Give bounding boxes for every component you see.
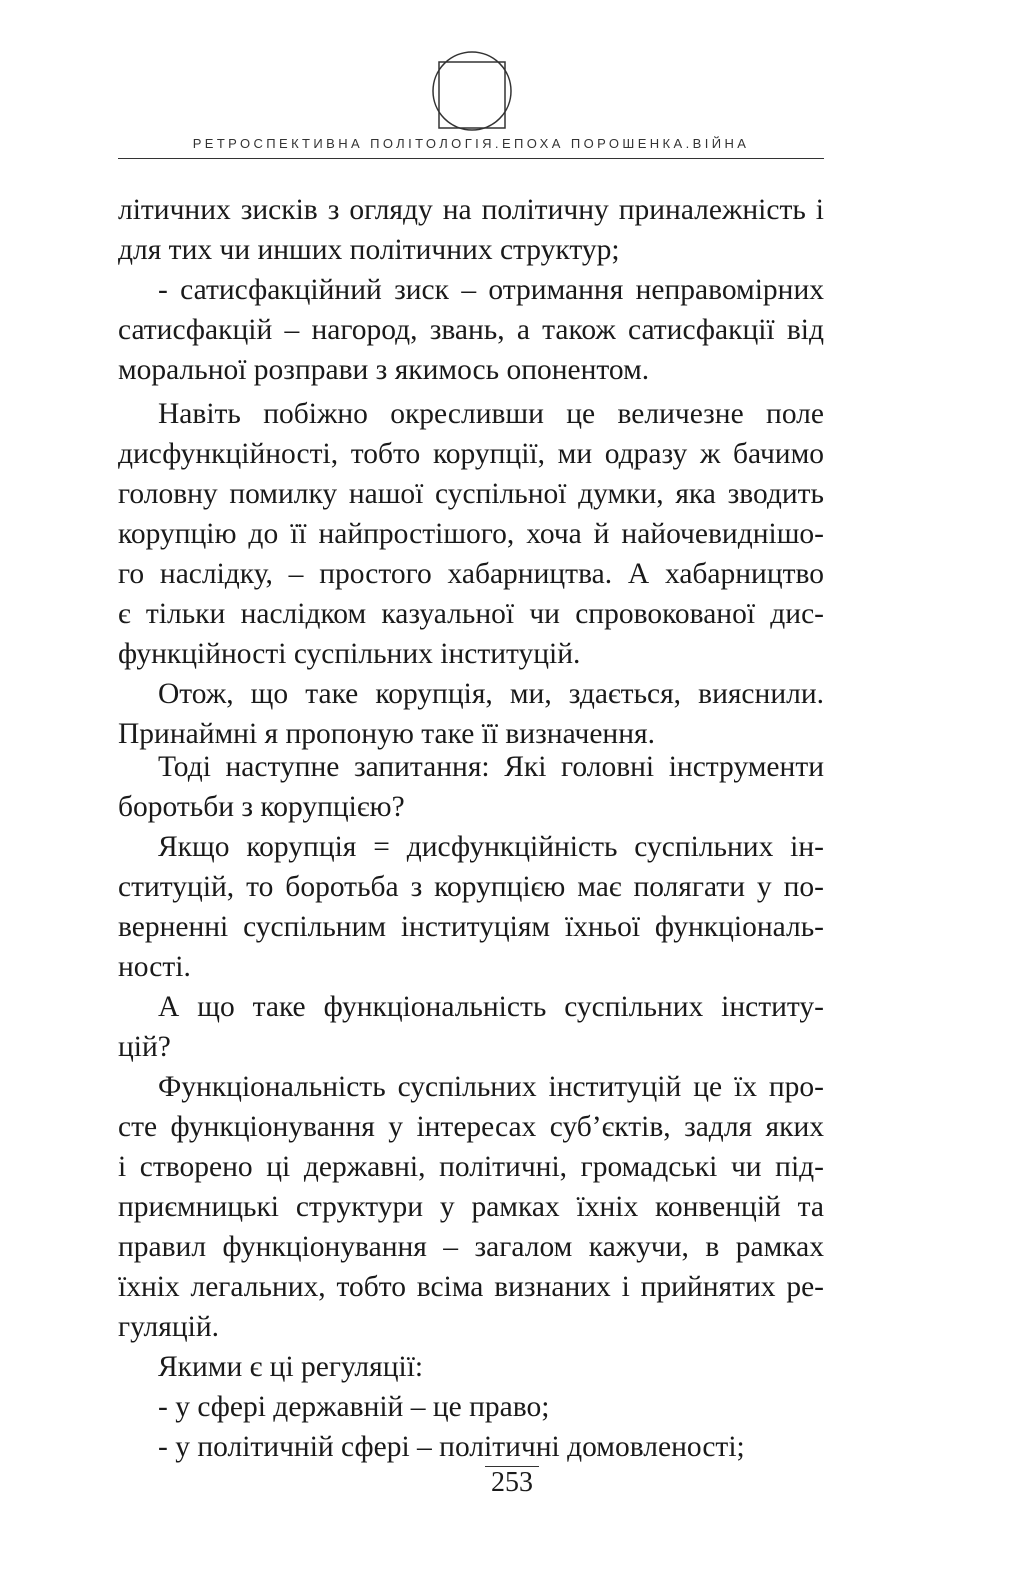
text-line: для тих чи инших політичних структур; [118, 234, 620, 266]
text-line: го наслідку, – простого хабарництва. А хабарництво [118, 558, 824, 590]
text-line: ності. [118, 951, 191, 983]
text-line: гуляцій. [118, 1311, 219, 1343]
text-line: А що таке функціональність суспільних інститу- [158, 991, 824, 1023]
text-line: Принаймні я пропоную таке її визначення. [118, 718, 655, 750]
text-line: корупцію до її найпростішого, хоча й найочевиднішо- [118, 518, 824, 550]
text-line: Якими є ці регуляції: [158, 1351, 424, 1383]
text-line: дисфункційності, тобто корупції, ми одразу ж бачимо [118, 438, 824, 470]
paragraph-block-3 [118, 747, 824, 1467]
text-line: Тоді наступне запитання: Які головні інструменти [158, 751, 824, 783]
text-line: цій? [118, 1031, 171, 1063]
header-rule [118, 158, 824, 159]
text-line: - у сфері державній – це право; [158, 1391, 550, 1423]
paragraph-block-1 [118, 190, 824, 390]
text-line: верненні суспільним інституціям їхньої функціональ- [118, 911, 824, 943]
page-number [0, 1466, 1024, 1499]
running-header-title: РЕТРОСПЕКТИВНА ПОЛІТОЛОГІЯ.ЕПОХА ПОРОШЕНКА.ВІЙНА [192, 136, 750, 151]
text-line: - сатисфакційний зиск – отримання неправомірних [158, 274, 824, 306]
text-line: Якщо корупція = дисфункційність суспільних ін- [158, 831, 824, 863]
text-line: і створено ці державні, політичні, громадські чи під- [118, 1151, 824, 1183]
text-line: ституцій, то боротьба з корупцією має полягати у по- [118, 871, 824, 903]
text-line: - у політичній сфері – політичні домовленості; [158, 1431, 745, 1463]
text-line: боротьби з корупцією? [118, 791, 405, 823]
text-line: Отож, що таке корупція, ми, здається, вияснили. [158, 678, 824, 710]
page-number-text: 253 [485, 1466, 539, 1499]
text-line: є тільки наслідком казуальної чи спровокованої дис- [118, 598, 824, 630]
text-line: правил функціонування – загалом кажучи, в рамках [118, 1231, 824, 1263]
text-line: Навіть побіжно окресливши це величезне поле [158, 398, 824, 430]
text-line: їхніх легальних, тобто всіма визнаних і прийнятих ре- [118, 1271, 824, 1303]
text-line: головну помилку нашої суспільної думки, яка зводить [118, 478, 824, 510]
text-line: Функціональність суспільних інституцій це їх про- [158, 1071, 824, 1103]
text-line: приємницькі структури у рамках їхніх конвенцій та [118, 1191, 824, 1223]
text-line: літичних зисків з огляду на політичну приналежність і [118, 194, 824, 226]
circle-square-emblem-icon [431, 50, 513, 132]
text-line: моральної розправи з якимось опонентом. [118, 354, 650, 386]
text-line: сатисфакцій – нагород, звань, а також сатисфакції від [118, 314, 824, 346]
text-line: функційності суспільних інституцій. [118, 638, 581, 670]
text-line: сте функціонування у інтересах суб’єктів, задля яких [118, 1111, 824, 1143]
paragraph-block-2 [118, 394, 824, 754]
